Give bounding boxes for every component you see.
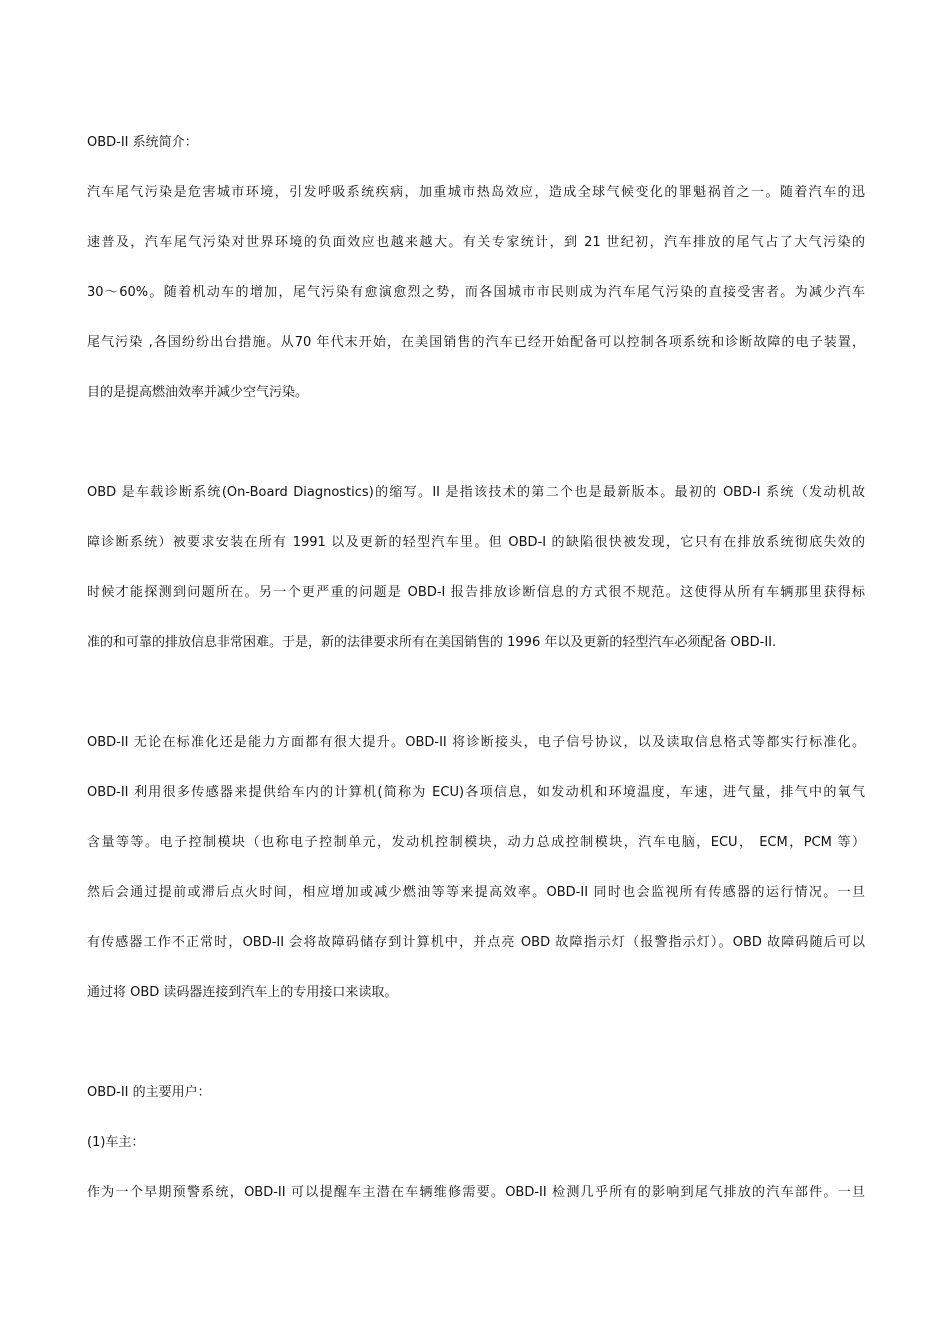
- section-heading-intro: OBD-II 系统简介：: [87, 135, 198, 150]
- paragraph-line: 汽车尾气污染是危害城市环境，引发呼吸系统疾病，加重城市热岛效应，造成全球气候变化的罪魁祸首之一。随着汽车的迅: [87, 185, 865, 200]
- paragraph-line: 速普及，汽车尾气污染对世界环境的负面效应也越来越大。有关专家统计，到 21 世纪初，汽车排放的尾气占了大气污染的: [87, 235, 865, 250]
- paragraph-line: 有传感器工作不正常时，OBD-II 会将故障码储存到计算机中，并点亮 OBD 故障指示灯（报警指示灯）。OBD 故障码随后可以: [87, 935, 865, 950]
- paragraph-early-warning: [87, 1180, 865, 1205]
- paragraph-line: 准的和可靠的排放信息非常困难。于是，新的法律要求所有在美国销售的 1996 年以及更新的轻型汽车必须配备 OBD-II.: [87, 635, 777, 650]
- paragraph-line: 30～60%。随着机动车的增加，尾气污染有愈演愈烈之势，而各国城市市民则成为汽车尾气污染的直接受害者。为减少汽车: [87, 285, 865, 300]
- paragraph-line: OBD-II 利用很多传感器来提供给车内的计算机(简称为 ECU)各项信息，如发动机和环境温度，车速，进气量，排气中的氧气: [87, 785, 865, 800]
- paragraph-pollution: [87, 180, 865, 405]
- paragraph-line: 障诊断系统）被要求安装在所有 1991 以及更新的轻型汽车里。但 OBD-I 的缺陷很快被发现，它只有在排放系统彻底失效的: [87, 535, 865, 550]
- paragraph-line: 目的是提高燃油效率并减少空气污染。: [87, 385, 309, 400]
- paragraph-line: 时候才能探测到问题所在。另一个更严重的问题是 OBD-I 报告排放诊断信息的方式很不规范。这使得从所有车辆那里获得标: [87, 585, 865, 600]
- paragraph-line: 然后会通过提前或滞后点火时间，相应增加或减少燃油等等来提高效率。OBD-II 同时也会监视所有传感器的运行情况。一旦: [87, 885, 865, 900]
- paragraph-line: OBD 是车载诊断系统(On-Board Diagnostics)的缩写。II 是指该技术的第二个也是最新版本。最初的 OBD-I 系统（发动机故: [87, 485, 865, 500]
- section-heading-users: OBD-II 的主要用户：: [87, 1085, 211, 1100]
- paragraph-line: 作为一个早期预警系统，OBD-II 可以提醒车主潜在车辆维修需要。OBD-II 检测几乎所有的影响到尾气排放的汽车部件。一旦: [87, 1185, 865, 1200]
- document-body: [87, 130, 865, 1205]
- paragraph-obd2-standardization: [87, 730, 865, 1005]
- paragraph-line: OBD-II 无论在标准化还是能力方面都有很大提升。OBD-II 将诊断接头，电子信号协议，以及读取信息格式等都实行标准化。: [87, 735, 865, 750]
- subheading-car-owner: (1)车主：: [87, 1135, 145, 1150]
- paragraph-line: 含量等等。电子控制模块（也称电子控制单元，发动机控制模块，动力总成控制模块，汽车电脑，ECU， ECM，PCM 等）: [87, 835, 865, 850]
- paragraph-line: 通过将 OBD 读码器连接到汽车上的专用接口来读取。: [87, 985, 398, 1000]
- paragraph-obd-definition: [87, 480, 865, 655]
- paragraph-line: 尾气污染 ,各国纷纷出台措施。从70 年代末开始，在美国销售的汽车已经开始配备可以控制各项系统和诊断故障的电子装置，: [87, 335, 865, 350]
